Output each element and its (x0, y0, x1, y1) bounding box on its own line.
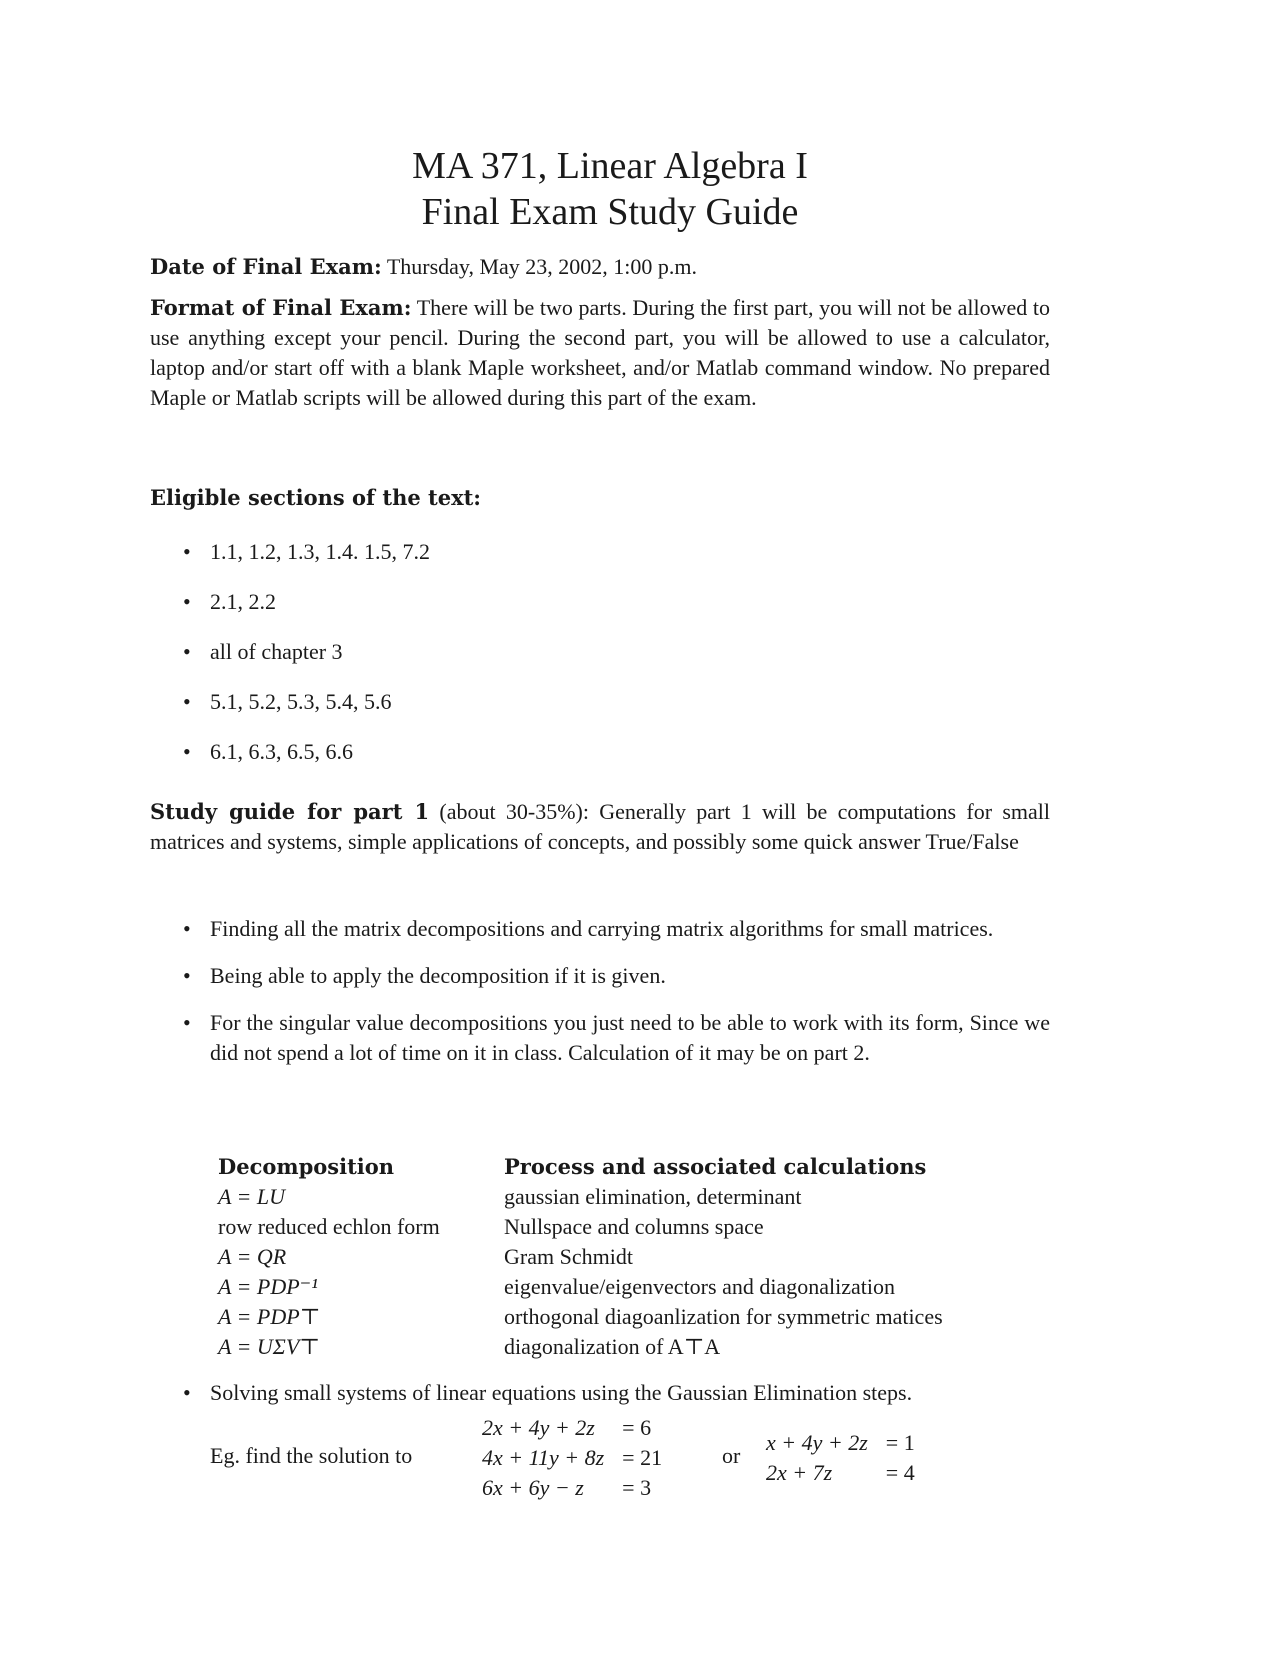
list-item: • 6.1, 6.3, 6.5, 6.6 (150, 737, 1050, 787)
process-cell: orthogonal diagoanlization for symmetric matices (504, 1304, 943, 1329)
eligible-sections-heading (150, 483, 1050, 513)
equation-row (482, 1473, 662, 1503)
part1-text: (about 30-35%): Generally part 1 will be computations for small matrices and systems, simple applications of concepts, and possibly some quick answer True/False (150, 799, 1050, 854)
or-connector: or (722, 1443, 741, 1468)
decomposition-cell: A = UΣV⊤ (218, 1334, 320, 1359)
linear-system-2 (766, 1428, 915, 1488)
process-cell: Nullspace and columns space (504, 1214, 764, 1239)
example-lead-text: Eg. find the solution to (210, 1443, 413, 1468)
part1-paragraph (150, 797, 1050, 857)
process-cell: eigenvalue/eigenvectors and diagonalization (504, 1274, 895, 1299)
list-item: • 2.1, 2.2 (150, 587, 1050, 637)
table-row (218, 1242, 943, 1272)
list-item: • Being able to apply the decomposition if it is given. (150, 961, 1050, 991)
table-row (218, 1272, 943, 1302)
decomposition-cell: A = PDP⁻¹ (218, 1274, 318, 1299)
list-item: • For the singular value decompositions you just need to be able to work with its form, Since we did not spend a lot of time on it in class. Calculation of it may be on part 2. (150, 1008, 1050, 1068)
solving-bullet-list (150, 1378, 1050, 1408)
title-line-2: Final Exam Study Guide (421, 191, 799, 233)
column-header-process: Process and associated calculations (504, 1154, 927, 1179)
list-item: • Finding all the matrix decompositions and carrying matrix algorithms for small matrices. (150, 914, 1050, 944)
list-item: • 5.1, 5.2, 5.3, 5.4, 5.6 (150, 687, 1050, 737)
equation-lhs: x + 4y + 2z (766, 1430, 868, 1455)
exam-date-label: Date of Final Exam: (150, 254, 382, 279)
equation-row (482, 1443, 662, 1473)
equation-row (766, 1458, 915, 1488)
part1-bullet-list (150, 914, 1050, 1085)
table-row (218, 1182, 943, 1212)
part1-label: Study guide for part 1 (150, 799, 430, 824)
decomposition-cell: A = PDP⊤ (218, 1304, 321, 1329)
decomposition-cell: A = QR (218, 1244, 287, 1269)
table-header-row (218, 1152, 943, 1182)
equation-rhs: = 3 (622, 1475, 652, 1500)
equation-lhs: 2x + 7z (766, 1460, 833, 1485)
list-item: • Solving small systems of linear equations using the Gaussian Elimination steps. (150, 1378, 1050, 1408)
decomposition-cell: A = LU (218, 1184, 286, 1209)
exam-format-label: Format of Final Exam: (150, 295, 412, 320)
equation-rhs: = 6 (622, 1415, 652, 1440)
decomposition-table (218, 1152, 943, 1362)
column-header-decomposition: Decomposition (218, 1154, 395, 1179)
equation-lhs: 2x + 4y + 2z (482, 1415, 595, 1440)
table-row (218, 1332, 943, 1362)
eligible-sections-heading-text: Eligible sections of the text: (150, 485, 482, 510)
exam-format-paragraph (150, 293, 1050, 413)
eligible-sections-list (150, 537, 1050, 787)
exam-date-value: Thursday, May 23, 2002, 1:00 p.m. (386, 254, 698, 279)
list-item: • all of chapter 3 (150, 637, 1050, 687)
equation-row (482, 1413, 662, 1443)
equation-row (766, 1428, 915, 1458)
table-row (218, 1302, 943, 1332)
table-row (218, 1212, 943, 1242)
process-cell: gaussian elimination, determinant (504, 1184, 802, 1209)
process-cell: diagonalization of A⊤A (504, 1334, 721, 1359)
equation-rhs: = 4 (885, 1460, 915, 1485)
equation-rhs: = 1 (885, 1430, 915, 1455)
title-line-1: MA 371, Linear Algebra I (412, 145, 808, 187)
linear-system-1 (482, 1413, 662, 1503)
process-cell: Gram Schmidt (504, 1244, 633, 1269)
document-title (150, 143, 1070, 235)
exam-date-paragraph (150, 252, 1050, 282)
decomposition-cell: row reduced echlon form (218, 1214, 440, 1239)
example-equations (210, 1408, 1110, 1508)
equation-rhs: = 21 (622, 1445, 663, 1470)
equation-lhs: 4x + 11y + 8z (482, 1445, 605, 1470)
exam-format-text: There will be two parts. During the first part, you will not be allowed to use anything except your pencil. During the second part, you will be allowed to use a calculator, laptop and/or start off with a blank Maple worksheet, and/or Matlab command window. No prepared Maple or Matlab scripts will be allowed during this part of the exam. (150, 295, 1051, 410)
list-item: • 1.1, 1.2, 1.3, 1.4. 1.5, 7.2 (150, 537, 1050, 587)
equation-lhs: 6x + 6y − z (482, 1475, 584, 1500)
